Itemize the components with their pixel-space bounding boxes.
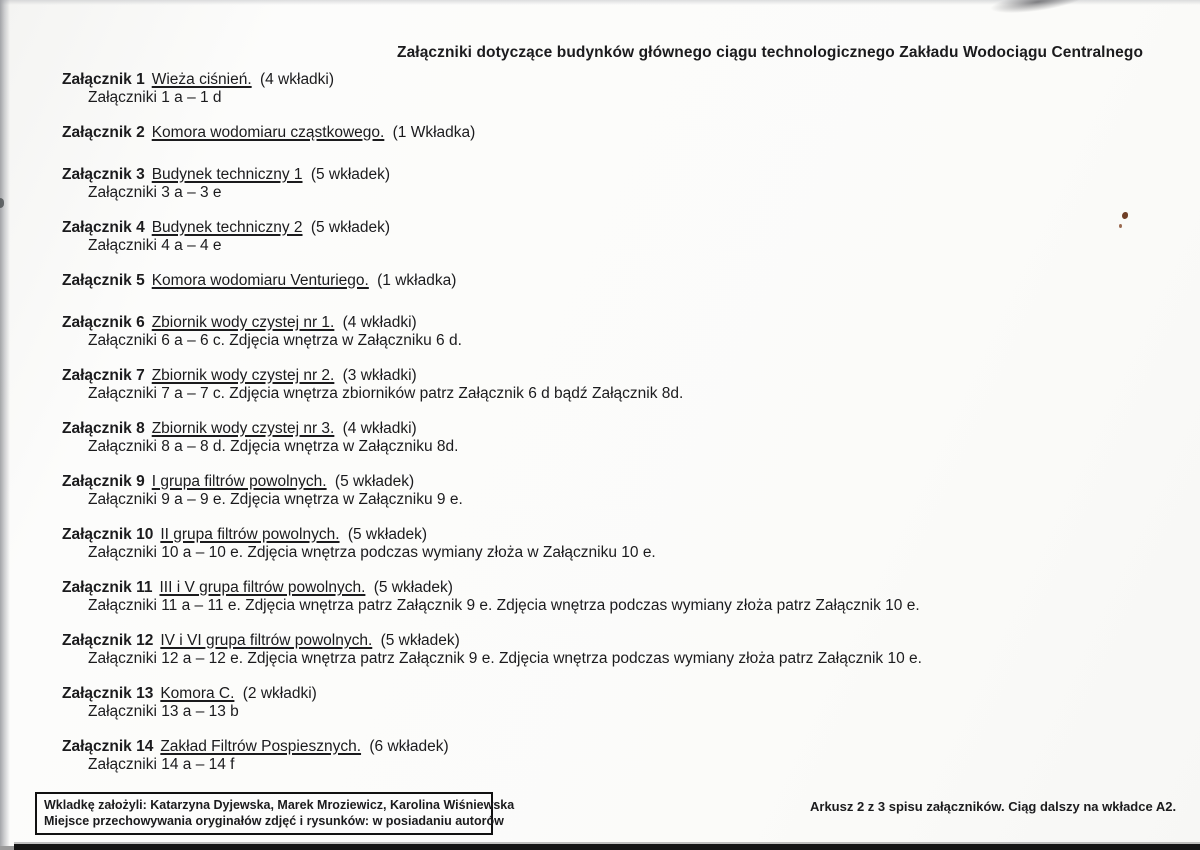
entry-heading	[62, 420, 1164, 438]
entry-count: (3 wkładki)	[338, 367, 417, 384]
attachment-list	[62, 71, 1164, 774]
entry-heading	[62, 272, 1164, 290]
entry-title: Wieża ciśnień.	[151, 71, 252, 88]
entry-label: Załącznik 2	[62, 124, 145, 141]
entry-label: Załącznik 14	[62, 738, 154, 755]
entry-label: Załącznik 6	[62, 314, 145, 331]
attachment-entry	[62, 124, 1164, 142]
entry-title: Komora wodomiaru Venturiego.	[151, 272, 369, 289]
entry-count: (5 wkładek)	[306, 219, 391, 236]
entry-count: (4 wkładki)	[338, 314, 417, 331]
attachment-entry	[62, 367, 1164, 403]
entry-sub: Załączniki 11 a – 11 e. Zdjęcia wnętrza patrz Załącznik 9 e. Zdjęcia wnętrza podczas wymiany złoża patrz Załącznik 10 e.	[88, 597, 920, 614]
entry-label: Załącznik 4	[62, 219, 145, 236]
entry-sub: Załączniki 7 a – 7 c. Zdjęcia wnętrza zbiorników patrz Załącznik 6 d bądź Załącznik 8d.	[88, 385, 684, 402]
storage-line: Miejsce przechowywania oryginałów zdjęć i rysunków: w posiadaniu autorów	[44, 814, 504, 828]
entry-label: Załącznik 7	[62, 367, 145, 384]
document-content	[62, 44, 1164, 791]
entry-title: Zakład Filtrów Pospiesznych.	[160, 738, 362, 755]
entry-label: Załącznik 5	[62, 272, 145, 289]
entry-sub: Załączniki 12 a – 12 e. Zdjęcia wnętrza patrz Załącznik 9 e. Zdjęcia wnętrza podczas wymiany złoża patrz Załącznik 10 e.	[88, 650, 922, 667]
attachment-entry	[62, 314, 1164, 350]
entry-title: IV i VI grupa filtrów powolnych.	[160, 632, 373, 649]
entry-sub: Załączniki 1 a – 1 d	[88, 89, 222, 106]
entry-title: Komora wodomiaru cząstkowego.	[151, 124, 385, 141]
entry-title: I grupa filtrów powolnych.	[151, 473, 327, 490]
entry-count: (5 wkładek)	[369, 579, 453, 596]
entry-heading	[62, 685, 1164, 703]
attachment-entry	[62, 632, 1164, 668]
entry-title: II grupa filtrów powolnych.	[160, 526, 340, 543]
attachment-entry	[62, 71, 1164, 107]
entry-title: III i V grupa filtrów powolnych.	[159, 579, 366, 596]
entry-sub: Załączniki 13 a – 13 b	[88, 703, 239, 720]
attachment-entry	[62, 685, 1164, 721]
entry-sub: Załączniki 4 a – 4 e	[88, 237, 222, 254]
scanner-edge-bar	[14, 844, 1200, 850]
entry-heading	[62, 367, 1164, 385]
entry-label: Załącznik 3	[62, 166, 145, 183]
entry-count: (5 wkładek)	[330, 473, 415, 490]
entry-count: (4 wkładki)	[255, 71, 335, 88]
entry-heading	[62, 71, 1164, 89]
entry-label: Załącznik 11	[62, 579, 153, 596]
entry-title: Zbiornik wody czystej nr 2.	[151, 367, 335, 384]
entry-sub: Załączniki 14 a – 14 f	[88, 756, 235, 773]
scan-edge-left	[0, 0, 10, 850]
entry-count: (5 wkładek)	[306, 166, 391, 183]
entry-label: Załącznik 8	[62, 420, 145, 437]
entry-title: Zbiornik wody czystej nr 3.	[151, 420, 335, 437]
entry-count: (2 wkładki)	[238, 685, 317, 702]
entry-sub: Załączniki 3 a – 3 e	[88, 184, 222, 201]
page-title: Załączniki dotyczące budynków głównego ciągu technologicznego Zakładu Wodociągu Centralnego	[397, 44, 1144, 61]
entry-label: Załącznik 1	[62, 71, 145, 88]
entry-count: (5 wkładek)	[343, 526, 428, 543]
authors-box	[35, 792, 515, 835]
entry-title: Budynek techniczny 1	[151, 166, 303, 183]
entry-heading	[62, 166, 1164, 184]
entry-sub: Załączniki 6 a – 6 c. Zdjęcia wnętrza w Załączniku 6 d.	[88, 332, 462, 349]
attachment-entry	[62, 219, 1164, 255]
entry-count: (1 Wkładka)	[388, 124, 476, 141]
sheet-note: Arkusz 2 z 3 spisu załączników. Ciąg dalszy na wkładce A2.	[810, 799, 1177, 814]
entry-count: (5 wkładek)	[376, 632, 460, 649]
scan-smudge	[989, 0, 1086, 18]
entry-title: Komora C.	[160, 685, 235, 702]
entry-title: Budynek techniczny 2	[151, 219, 303, 236]
attachment-entry	[62, 272, 1164, 290]
entry-heading	[62, 526, 1164, 544]
attachment-entry	[62, 473, 1164, 509]
entry-count: (4 wkładki)	[338, 420, 417, 437]
entry-heading	[62, 473, 1164, 491]
entry-sub: Załączniki 9 a – 9 e. Zdjęcia wnętrza w Załączniku 9 e.	[88, 491, 463, 508]
entry-heading	[62, 219, 1164, 237]
attachment-entry	[62, 526, 1164, 562]
entry-sub: Załączniki 10 a – 10 e. Zdjęcia wnętrza podczas wymiany złoża w Załączniku 10 e.	[88, 544, 656, 561]
entry-heading	[62, 314, 1164, 332]
entry-sub: Załączniki 8 a – 8 d. Zdjęcia wnętrza w Załączniku 8d.	[88, 438, 459, 455]
entry-title: Zbiornik wody czystej nr 1.	[151, 314, 335, 331]
attachment-entry	[62, 579, 1164, 615]
attachment-entry	[62, 738, 1164, 774]
entry-label: Załącznik 12	[62, 632, 154, 649]
entry-heading	[62, 632, 1164, 650]
entry-heading	[62, 738, 1164, 756]
entry-count: (1 wkładka)	[372, 272, 457, 289]
entry-heading	[62, 124, 1164, 142]
attachment-entry	[62, 166, 1164, 202]
attachment-entry	[62, 420, 1164, 456]
entry-label: Załącznik 10	[62, 526, 154, 543]
entry-heading	[62, 579, 1164, 597]
entry-count: (6 wkładek)	[365, 738, 449, 755]
authors-line: Wkladkę założyli: Katarzyna Dyjewska, Marek Mroziewicz, Karolina Wiśniewska	[44, 798, 515, 812]
entry-label: Załącznik 13	[62, 685, 154, 702]
entry-label: Załącznik 9	[62, 473, 145, 490]
